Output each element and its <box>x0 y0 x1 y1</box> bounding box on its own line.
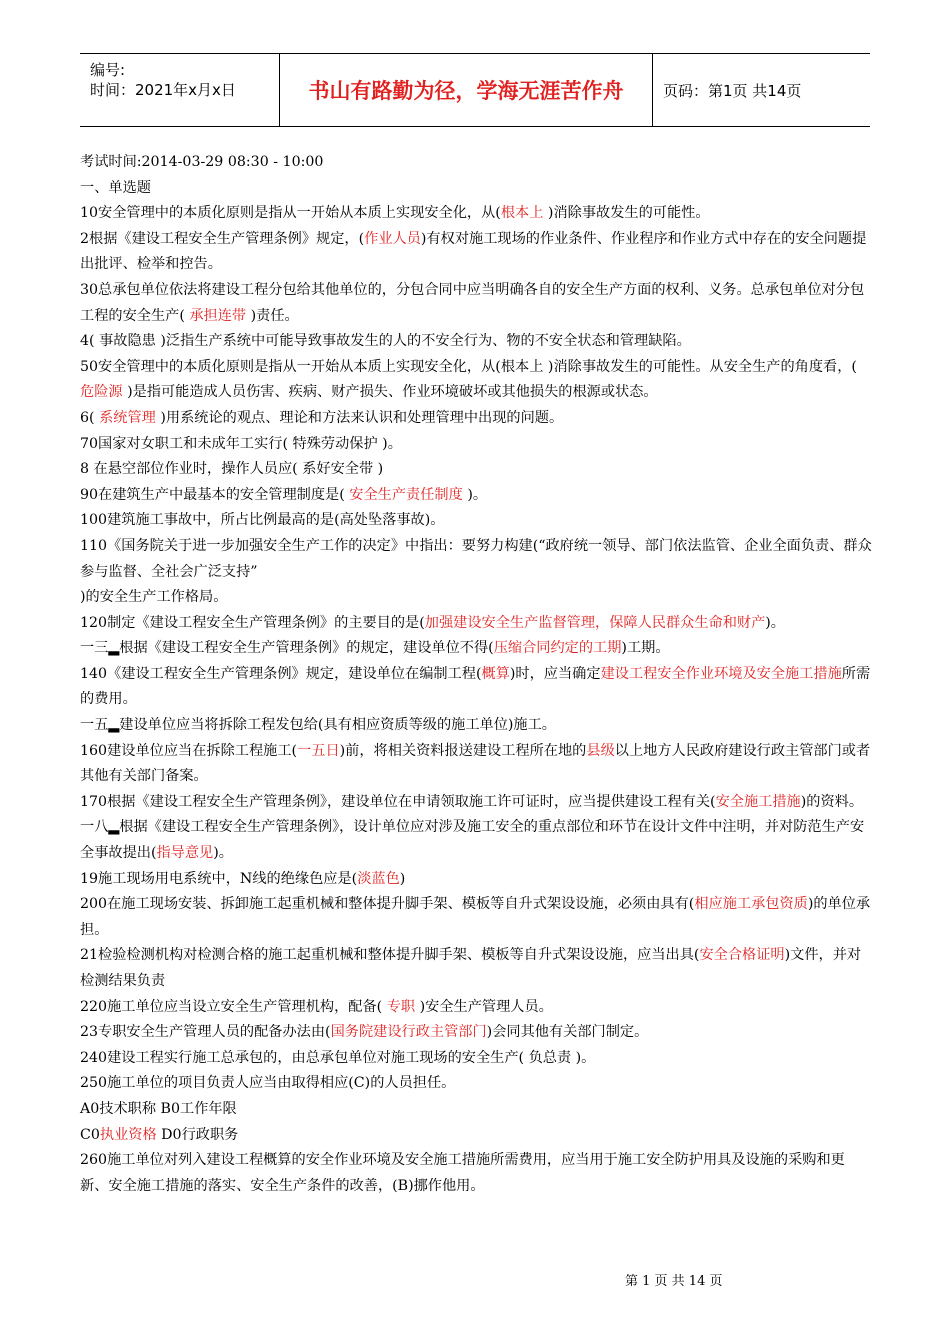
question-text: 140《建设工程安全生产管理条例》规定，建设单位在编制工程( <box>80 665 482 682</box>
question-line <box>80 227 872 278</box>
answer-text: 一五日 <box>297 742 340 759</box>
answer-text: 作业人员 <box>364 230 421 247</box>
question-text: )消除事故发生的可能性。 <box>547 205 710 222</box>
question-text: 260施工单位对列入建设工程概算的安全作业环境及安全施工措施所需费用，应当用于施工安全防护用具及设施的采购和更新、安全施工措施的落实、安全生产条件的改善，(B)挪作他用。 <box>80 1152 845 1194</box>
question-line <box>80 790 872 816</box>
answer-text: 加强建设安全生产监督管理，保障人民群众生命和财产 <box>424 614 766 631</box>
question-text: 以上地方人民政府建设行政主管部门或者其他有关部门备案。 <box>80 742 871 785</box>
question-text: 250施工单位的项目负责人应当由取得相应(C)的人员担任。 <box>80 1075 456 1092</box>
question-text: A0技术职称 B0工作年限 <box>80 1100 237 1117</box>
question-line <box>80 329 872 355</box>
question-text: 23专职安全生产管理人员的配备办法由( <box>80 1024 331 1041</box>
question-text: 30总承包单位依法将建设工程分包给其他单位的，分包合同中应当明确各自的安全生产方面的权利、义务。总承包单位对分包工程的安全生产( <box>80 281 865 324</box>
question-line <box>80 278 872 329</box>
question-text: )安全生产管理人员。 <box>415 998 553 1015</box>
answer-text: 安全施工措施 <box>715 793 801 810</box>
question-text: 70国家对女职工和未成年工实行( 特殊劳动保护 )。 <box>80 435 402 452</box>
question-line <box>80 1071 872 1097</box>
question-text: )是指可能造成人员伤害、疾病、财产损失、作业环境破坏或其他损失的根源或状态。 <box>122 384 658 401</box>
question-line <box>80 585 872 611</box>
question-text: 220施工单位应当设立安全生产管理机构，配备( <box>80 998 387 1015</box>
question-text: 8 在悬空部位作业时，操作人员应( 系好安全带 ) <box>80 461 384 478</box>
answer-text: 承担连带 <box>189 307 251 324</box>
page-info: 页码：第1页 共14页 <box>663 81 802 100</box>
question-line <box>80 355 872 406</box>
answer-text: 概算 <box>481 665 510 682</box>
question-line <box>80 713 872 739</box>
question-text: 一八▂根据《建设工程安全生产管理条例》，设计单位应对涉及施工安全的重点部位和环节在设计文件中注明，并对防范生产安全事故提出( <box>80 819 865 862</box>
question-line <box>80 1148 872 1199</box>
question-line <box>80 943 872 994</box>
answer-text: 安全生产责任制度 <box>349 486 463 503</box>
answer-text: 国务院建设行政主管部门 <box>330 1024 487 1041</box>
question-text: 120制定《建设工程安全生产管理条例》的主要目的是( <box>80 614 425 631</box>
header-meta <box>80 54 280 126</box>
question-text: 200在施工现场安装、拆卸施工起重机械和整体提升脚手架、模板等自升式架设设施，必须由具有( <box>80 896 695 913</box>
question-text: )工期。 <box>621 640 670 657</box>
question-text: C0 <box>80 1126 100 1143</box>
answer-text: 系统管理 <box>99 409 156 426</box>
page-header <box>80 53 870 127</box>
answer-text: 压缩合同约定的工期 <box>493 640 622 657</box>
answer-text: 县级 <box>586 742 615 759</box>
question-text: 一三▂根据《建设工程安全生产管理条例》的规定，建设单位不得( <box>80 640 494 657</box>
question-line <box>80 892 872 943</box>
question-text: )用系统论的观点、理论和方法来认识和处理管理中出现的问题。 <box>155 409 564 426</box>
exam-content <box>80 150 872 1199</box>
question-line <box>80 1020 872 1046</box>
question-text: )。 <box>462 486 488 503</box>
question-text: )文件，并对检测结果负责 <box>80 947 862 989</box>
page-footer: 第 1 页 共 14 页 <box>625 1274 723 1289</box>
number-label: 编号: <box>90 61 126 79</box>
question-line <box>80 201 872 227</box>
question-line <box>80 611 872 637</box>
question-line <box>80 406 872 432</box>
question-text: )时，应当确定 <box>509 665 601 682</box>
question-line <box>80 815 872 866</box>
question-text: 90在建筑生产中最基本的安全管理制度是( <box>80 486 350 503</box>
question-line <box>80 995 872 1021</box>
answer-text: 危险源 <box>80 384 123 401</box>
question-line <box>80 508 872 534</box>
answer-text: 专职 <box>386 998 416 1015</box>
question-text: 6( <box>80 409 100 426</box>
question-text: 21检验检测机构对检测合格的施工起重机械和整体提升脚手架、模板等自升式架设设施，应当出具( <box>80 947 700 964</box>
question-text: 4( 事故隐患 )泛指生产系统中可能导致事故发生的人的不安全行为、物的不安全状态和管理缺陷。 <box>80 333 691 350</box>
question-line <box>80 483 872 509</box>
time-label: 时间：2021年x月x日 <box>90 81 236 99</box>
question-text: 100建筑施工事故中，所占比例最高的是(高处坠落事故)。 <box>80 512 445 529</box>
question-text: ) <box>399 870 406 887</box>
question-line <box>80 176 872 202</box>
question-text: 160建设单位应当在拆除工程施工( <box>80 742 298 759</box>
question-line <box>80 867 872 893</box>
question-text: )。 <box>213 845 233 862</box>
answer-text: 根本上 <box>500 205 548 222</box>
question-text: 170根据《建设工程安全生产管理条例》，建设单位在申请领取施工许可证时，应当提供建设工程有关( <box>80 793 716 810</box>
question-text: )。 <box>765 614 785 631</box>
question-text: 2根据《建设工程安全生产管理条例》规定，( <box>80 230 365 247</box>
answer-text: 相应施工承包资质 <box>694 896 808 913</box>
answer-text: 建设工程安全作业环境及安全施工措施 <box>600 665 842 682</box>
question-line <box>80 432 872 458</box>
question-line <box>80 457 872 483</box>
question-line <box>80 1123 872 1149</box>
question-text: )的单位承担。 <box>80 896 871 938</box>
question-text: )的安全生产工作格局。 <box>80 589 228 606</box>
question-line <box>80 1097 872 1123</box>
question-text: 50安全管理中的本质化原则是指从一开始从本质上实现安全化，从(根本上 )消除事故发生的可能性。从安全生产的角度看，( <box>80 358 857 375</box>
question-text: 110《国务院关于进一步加强安全生产工作的决定》中指出：要努力构建(“政府统一领导、部门依法监管、企业全面负责、群众参与监督、全社会广泛支持” <box>80 537 872 580</box>
question-text: 一五▂建设单位应当将拆除工程发包给(具有相应资质等级的施工单位)施工。 <box>80 717 556 734</box>
question-text: )责任。 <box>250 307 299 324</box>
question-text: )有权对施工现场的作业条件、作业程序和作业方式中存在的安全问题提出批评、检举和控告。 <box>80 230 867 273</box>
question-line <box>80 739 872 790</box>
question-line <box>80 636 872 662</box>
answer-text: 执业资格 <box>99 1126 157 1143</box>
question-line <box>80 150 872 176</box>
question-text: )前，将相关资料报送建设工程所在地的 <box>339 742 587 759</box>
motto: 书山有路勤为径，学海无涯苦作舟 <box>280 54 653 126</box>
question-text: 19施工现场用电系统中，N线的绝缘色应是( <box>80 870 358 887</box>
question-text: 考试时间:2014-03-29 08:30 - 10:00 <box>80 154 324 170</box>
question-text: )的资料。 <box>800 793 864 810</box>
question-text: 240建设工程实行施工总承包的，由总承包单位对施工现场的安全生产( 负总责 )。 <box>80 1049 596 1066</box>
question-text: )会同其他有关部门制定。 <box>486 1024 649 1041</box>
question-line <box>80 534 872 585</box>
answer-text: 安全合格证明 <box>699 947 785 964</box>
question-text: 一、单选题 <box>80 179 151 196</box>
answer-text: 指导意见 <box>156 845 214 862</box>
question-text: D0行政职务 <box>156 1126 239 1143</box>
question-line <box>80 662 872 713</box>
question-line <box>80 1046 872 1072</box>
answer-text: 淡蓝色 <box>357 870 400 887</box>
question-text: 所需的费用。 <box>80 665 871 708</box>
question-text: 10安全管理中的本质化原则是指从一开始从本质上实现安全化，从( <box>80 205 501 222</box>
